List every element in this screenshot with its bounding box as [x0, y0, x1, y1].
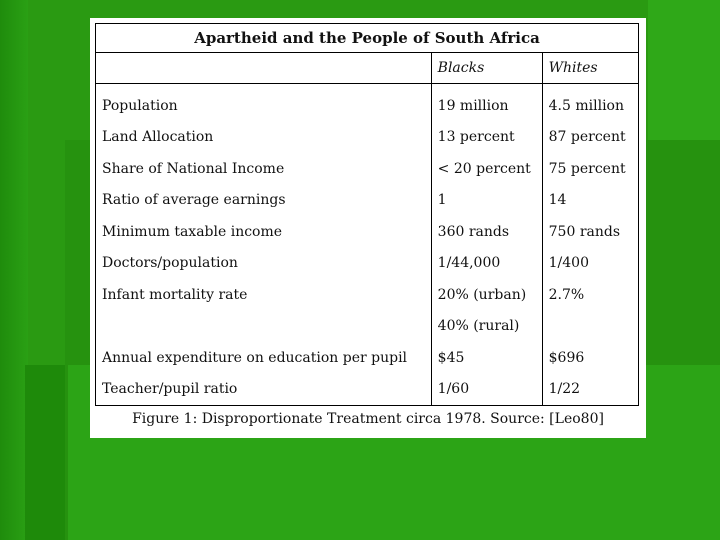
table-row: [96, 342, 639, 374]
background-block-lower-left: [25, 365, 65, 540]
row-whites: 1/400: [542, 248, 638, 280]
row-blacks: < 20 percent: [431, 153, 542, 185]
table-row: [96, 248, 639, 280]
row-blacks: 13 percent: [431, 122, 542, 154]
header-blacks: Blacks: [431, 53, 542, 84]
table-header-row: [96, 53, 639, 84]
header-whites: Whites: [542, 53, 638, 84]
row-blacks: $45: [431, 342, 542, 374]
table-row: [96, 374, 639, 406]
row-blacks: 1/44,000: [431, 248, 542, 280]
row-label: Land Allocation: [96, 122, 432, 154]
row-blacks: 19 million: [431, 84, 542, 122]
row-blacks: 20% (urban): [431, 279, 542, 311]
row-whites: 4.5 million: [542, 84, 638, 122]
table-title: Apartheid and the People of South Africa: [96, 24, 639, 53]
row-whites: 75 percent: [542, 153, 638, 185]
background-strip-left: [0, 0, 28, 540]
figure-caption: Figure 1: Disproportionate Treatment circa 1978. Source: [Leo80]: [132, 411, 604, 427]
row-label: [96, 311, 432, 343]
row-label: Population: [96, 84, 432, 122]
header-label: [96, 53, 432, 84]
row-label: Minimum taxable income: [96, 216, 432, 248]
data-table: [95, 23, 639, 406]
row-blacks: 40% (rural): [431, 311, 542, 343]
row-blacks: 1: [431, 185, 542, 217]
table-title-row: [96, 24, 639, 53]
table-row: [96, 311, 639, 343]
table-row: [96, 185, 639, 217]
table-row: [96, 279, 639, 311]
figure-image: [90, 18, 646, 438]
row-label: Ratio of average earnings: [96, 185, 432, 217]
table-row: [96, 153, 639, 185]
row-whites: 2.7%: [542, 279, 638, 311]
row-label: Annual expenditure on education per pupil: [96, 342, 432, 374]
row-whites: 14: [542, 185, 638, 217]
row-whites: 1/22: [542, 374, 638, 406]
row-label: Doctors/population: [96, 248, 432, 280]
row-whites: 87 percent: [542, 122, 638, 154]
row-whites: [542, 311, 638, 343]
table-row: [96, 216, 639, 248]
row-blacks: 360 rands: [431, 216, 542, 248]
row-label: Share of National Income: [96, 153, 432, 185]
row-blacks: 1/60: [431, 374, 542, 406]
row-whites: $696: [542, 342, 638, 374]
row-label: Infant mortality rate: [96, 279, 432, 311]
table-row: [96, 122, 639, 154]
row-label: Teacher/pupil ratio: [96, 374, 432, 406]
background-block-top-right: [648, 0, 720, 145]
row-whites: 750 rands: [542, 216, 638, 248]
table-row: [96, 84, 639, 122]
